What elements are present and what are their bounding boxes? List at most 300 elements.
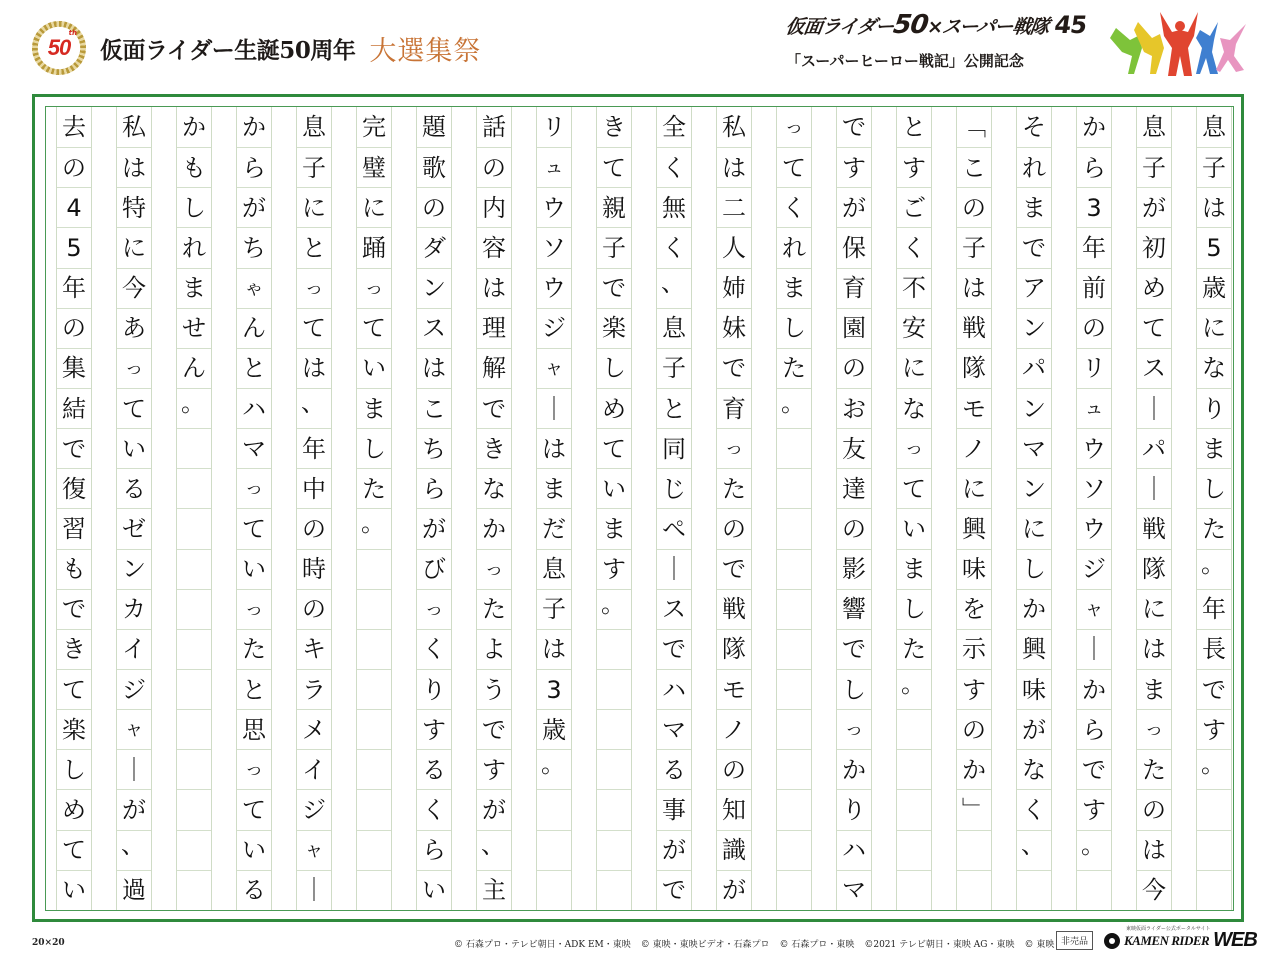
manuscript-cell: [1017, 870, 1051, 910]
manuscript-cell: ソ: [1077, 468, 1111, 508]
manuscript-cell: が: [717, 870, 751, 910]
manuscript-cell: か: [182, 113, 206, 142]
manuscript-cell: ャ: [537, 348, 571, 388]
manuscript-column: [116, 107, 152, 910]
manuscript-cell: で: [597, 268, 631, 308]
manuscript-cell: ｜: [297, 870, 331, 910]
manuscript-cell: く: [417, 629, 451, 669]
manuscript-cell: 姉: [717, 268, 751, 308]
manuscript-column: [476, 107, 512, 910]
manuscript-cell: 。: [537, 749, 571, 789]
manuscript-cell: な: [1017, 749, 1051, 789]
manuscript-cell: 興: [1017, 629, 1051, 669]
manuscript-cell: ャ: [117, 709, 151, 749]
manuscript-cell: 、: [297, 388, 331, 428]
manuscript-column: [56, 107, 92, 910]
manuscript-cell: 安: [897, 308, 931, 348]
manuscript-cell: ら: [237, 147, 271, 187]
manuscript-cell: 不: [897, 268, 931, 308]
manuscript-cell: は: [417, 348, 451, 388]
manuscript-cell: ら: [1077, 709, 1111, 749]
manuscript-column: [416, 107, 452, 910]
manuscript-cell: た: [357, 468, 391, 508]
manuscript-cell: し: [597, 348, 631, 388]
manuscript-cell: っ: [1137, 709, 1171, 749]
manuscript-cell: た: [777, 348, 811, 388]
manuscript-cell: 事: [657, 789, 691, 829]
manuscript-cell: ま: [357, 388, 391, 428]
manuscript-cell: 集: [57, 348, 91, 388]
manuscript-cell: て: [597, 428, 631, 468]
column-gap: [272, 107, 296, 910]
manuscript-cell: 子: [1137, 147, 1171, 187]
column-gap: [1052, 107, 1076, 910]
manuscript-cell: は: [477, 268, 511, 308]
manuscript-cell: 二: [717, 187, 751, 227]
manuscript-cell: す: [837, 147, 871, 187]
manuscript-cell: 内: [477, 187, 511, 227]
manuscript-cell: 過: [117, 870, 151, 910]
manuscript-cell: 話: [482, 113, 506, 142]
manuscript-cell: [537, 870, 571, 910]
manuscript-cell: に: [1017, 508, 1051, 548]
manuscript-cell: 5: [57, 227, 91, 267]
copyright-4: ©2021 テレビ朝日・東映 AG・東映: [864, 940, 1015, 950]
manuscript-cell: か: [477, 508, 511, 548]
manuscript-cell: は: [537, 629, 571, 669]
column-gap: [992, 107, 1016, 910]
manuscript-cell: モ: [957, 388, 991, 428]
manuscript-cell: ｜: [1137, 388, 1171, 428]
manuscript-cell: を: [957, 589, 991, 629]
manuscript-cell: ダ: [417, 227, 451, 267]
manuscript-cell: し: [1017, 549, 1051, 589]
manuscript-cell: っ: [237, 589, 271, 629]
manuscript-cell: 理: [477, 308, 511, 348]
manuscript-cell: 主: [477, 870, 511, 910]
manuscript-cell: 歳: [537, 709, 571, 749]
manuscript-cell: [777, 549, 811, 589]
manuscript-column: [1136, 107, 1172, 910]
manuscript-cell: に: [297, 187, 331, 227]
manuscript-cell: ま: [777, 268, 811, 308]
manuscript-cell: 。: [1197, 749, 1231, 789]
manuscript-column: [1196, 107, 1232, 910]
manuscript-cell: [177, 629, 211, 669]
manuscript-cell: っ: [237, 468, 271, 508]
manuscript-cell: の: [837, 348, 871, 388]
manuscript-cell: く: [777, 187, 811, 227]
manuscript-cell: ハ: [657, 669, 691, 709]
manuscript-column: [296, 107, 332, 910]
manuscript-cell: ま: [1137, 669, 1171, 709]
manuscript-cell: か: [1082, 113, 1106, 142]
manuscript-cell: [357, 749, 391, 789]
manuscript-cell: 璧: [357, 147, 391, 187]
manuscript-cell: イ: [117, 629, 151, 669]
manuscript-cell: て: [357, 308, 391, 348]
manuscript-cell: っ: [357, 268, 391, 308]
manuscript-grid: [56, 107, 1232, 910]
collab-50: 50: [891, 10, 930, 40]
manuscript-cell: [897, 870, 931, 910]
manuscript-cell: て: [237, 508, 271, 548]
manuscript-cell: 息: [537, 549, 571, 589]
manuscript-cell: [177, 789, 211, 829]
manuscript-cell: で: [1197, 669, 1231, 709]
manuscript-cell: う: [477, 669, 511, 709]
manuscript-cell: [357, 830, 391, 870]
manuscript-cell: て: [897, 468, 931, 508]
manuscript-cell: 育: [717, 388, 751, 428]
manuscript-column: [176, 107, 212, 910]
manuscript-cell: 同: [657, 428, 691, 468]
manuscript-cell: 去: [62, 113, 86, 142]
manuscript-cell: い: [597, 468, 631, 508]
manuscript-cell: [957, 870, 991, 910]
manuscript-cell: て: [237, 789, 271, 829]
manuscript-cell: っ: [417, 589, 451, 629]
manuscript-cell: ュ: [1077, 388, 1111, 428]
manuscript-cell: 結: [57, 388, 91, 428]
manuscript-cell: 隊: [1137, 549, 1171, 589]
manuscript-cell: い: [237, 830, 271, 870]
manuscript-cell: 。: [177, 388, 211, 428]
manuscript-cell: 息: [302, 113, 326, 142]
manuscript-cell: 全: [662, 113, 686, 142]
manuscript-cell: 隊: [957, 348, 991, 388]
manuscript-cell: し: [897, 589, 931, 629]
manuscript-cell: 歳: [1197, 268, 1231, 308]
manuscript-cell: 楽: [57, 709, 91, 749]
column-gap: [212, 107, 236, 910]
manuscript-cell: [597, 629, 631, 669]
column-gap: [932, 107, 956, 910]
manuscript-cell: ン: [117, 549, 151, 589]
manuscript-cell: 今: [117, 268, 151, 308]
manuscript-cell: ソ: [537, 227, 571, 267]
column-gap: [692, 107, 716, 910]
manuscript-cell: [777, 709, 811, 749]
manuscript-cell: せ: [177, 308, 211, 348]
manuscript-cell: 子: [657, 348, 691, 388]
manuscript-cell: ス: [1137, 348, 1171, 388]
manuscript-cell: [897, 709, 931, 749]
manuscript-column: [956, 107, 992, 910]
manuscript-cell: 子: [297, 147, 331, 187]
manuscript-cell: 味: [1017, 669, 1051, 709]
manuscript-cell: [597, 749, 631, 789]
manuscript-cell: れ: [1017, 147, 1051, 187]
manuscript-cell: 。: [1077, 830, 1111, 870]
manuscript-cell: ジ: [537, 308, 571, 348]
header-left: [32, 20, 481, 76]
manuscript-cell: メ: [297, 709, 331, 749]
manuscript-cell: 歌: [417, 147, 451, 187]
manuscript-cell: に: [117, 227, 151, 267]
manuscript-cell: [357, 870, 391, 910]
manuscript-cell: し: [837, 669, 871, 709]
manuscript-column: [716, 107, 752, 910]
manuscript-cell: ら: [1077, 147, 1111, 187]
manuscript-cell: 園: [837, 308, 871, 348]
manuscript-cell: [357, 789, 391, 829]
manuscript-cell: よ: [477, 629, 511, 669]
manuscript-cell: て: [117, 388, 151, 428]
manuscript-cell: で: [842, 113, 866, 142]
manuscript-cell: 題: [422, 113, 446, 142]
manuscript-cell: ャ: [1077, 589, 1111, 629]
manuscript-cell: ら: [417, 830, 451, 870]
manuscript-cell: と: [902, 113, 926, 142]
manuscript-cell: ん: [177, 348, 211, 388]
manuscript-cell: て: [1137, 308, 1171, 348]
manuscript-cell: [777, 508, 811, 548]
manuscript-cell: 戦: [957, 308, 991, 348]
anniversary-50th-emblem-icon: [32, 21, 86, 75]
manuscript-cell: ハ: [837, 830, 871, 870]
manuscript-cell: こ: [417, 388, 451, 428]
collab-45: 45: [1052, 11, 1089, 39]
manuscript-cell: い: [897, 508, 931, 548]
column-gap: [812, 107, 836, 910]
manuscript-cell: ラ: [297, 669, 331, 709]
manuscript-cell: め: [1137, 268, 1171, 308]
manuscript-cell: [897, 789, 931, 829]
manuscript-cell: し: [777, 308, 811, 348]
manuscript-cell: 息: [657, 308, 691, 348]
manuscript-cell: ま: [597, 508, 631, 548]
manuscript-cell: 戦: [717, 589, 751, 629]
manuscript-cell: あ: [117, 308, 151, 348]
manuscript-cell: と: [237, 348, 271, 388]
manuscript-cell: く: [897, 227, 931, 267]
manuscript-cell: で: [57, 589, 91, 629]
manuscript-cell: リ: [542, 113, 566, 142]
manuscript-cell: 年: [297, 428, 331, 468]
column-gap: [1172, 107, 1196, 910]
manuscript-cell: き: [57, 629, 91, 669]
manuscript-cell: [177, 468, 211, 508]
manuscript-cell: い: [237, 549, 271, 589]
manuscript-cell: い: [117, 428, 151, 468]
manuscript-cell: [537, 830, 571, 870]
manuscript-cell: て: [777, 147, 811, 187]
manuscript-cell: の: [1077, 308, 1111, 348]
manuscript-cell: 。: [357, 508, 391, 548]
manuscript-cell: 妹: [717, 308, 751, 348]
manuscript-cell: れ: [777, 227, 811, 267]
collab-kamen-rider: 仮面ライダー: [784, 16, 895, 38]
manuscript-cell: っ: [837, 709, 871, 749]
manuscript-cell: ち: [237, 227, 271, 267]
manuscript-cell: ン: [417, 268, 451, 308]
manuscript-cell: [597, 709, 631, 749]
festival-title: 大選集祭: [369, 35, 482, 67]
manuscript-column: [836, 107, 872, 910]
manuscript-cell: の: [297, 508, 331, 548]
manuscript-cell: と: [297, 227, 331, 267]
manuscript-cell: [777, 428, 811, 468]
manuscript-cell: に: [957, 468, 991, 508]
manuscript-cell: 容: [477, 227, 511, 267]
manuscript-cell: 年: [1197, 589, 1231, 629]
manuscript-cell: [357, 549, 391, 589]
manuscript-cell: ス: [417, 308, 451, 348]
copyright-1: © 石森プロ・テレビ朝日・ADK EM・東映: [454, 940, 631, 950]
manuscript-cell: [777, 830, 811, 870]
manuscript-cell: [897, 749, 931, 789]
copyright-2: © 東映・東映ビデオ・石森プロ: [640, 940, 770, 950]
copyright-notices: [454, 937, 1054, 950]
manuscript-cell: が: [1017, 709, 1051, 749]
manuscript-cell: 隊: [717, 629, 751, 669]
manuscript-cell: ジ: [117, 669, 151, 709]
rider-emblem-icon: [1104, 933, 1120, 949]
manuscript-cell: る: [237, 870, 271, 910]
manuscript-cell: [177, 709, 211, 749]
manuscript-cell: [177, 428, 211, 468]
manuscript-cell: ュ: [537, 147, 571, 187]
manuscript-cell: キ: [297, 629, 331, 669]
column-gap: [572, 107, 596, 910]
manuscript-cell: モ: [717, 669, 751, 709]
manuscript-cell: [177, 870, 211, 910]
manuscript-cell: い: [417, 870, 451, 910]
manuscript-cell: く: [417, 789, 451, 829]
manuscript-cell: 楽: [597, 308, 631, 348]
manuscript-cell: [177, 669, 211, 709]
manuscript-cell: き: [602, 113, 626, 142]
manuscript-cell: っ: [297, 268, 331, 308]
manuscript-cell: 、: [117, 830, 151, 870]
manuscript-cell: 保: [837, 227, 871, 267]
manuscript-cell: [777, 669, 811, 709]
manuscript-cell: じ: [657, 468, 691, 508]
manuscript-cell: ゼ: [117, 508, 151, 548]
column-gap: [752, 107, 776, 910]
manuscript-cell: 子: [537, 589, 571, 629]
manuscript-cell: ｜: [1137, 468, 1171, 508]
manuscript-cell: し: [357, 428, 391, 468]
manuscript-cell: く: [1017, 789, 1051, 829]
manuscript-cell: ん: [237, 308, 271, 348]
manuscript-cell: ｜: [117, 749, 151, 789]
column-gap: [452, 107, 476, 910]
manuscript-cell: っ: [717, 428, 751, 468]
copyright-5: © 東映: [1024, 940, 1055, 950]
manuscript-cell: [777, 870, 811, 910]
manuscript-cell: に: [1197, 308, 1231, 348]
manuscript-cell: [1197, 870, 1231, 910]
manuscript-cell: て: [597, 147, 631, 187]
manuscript-cell: ウ: [537, 268, 571, 308]
manuscript-cell: に: [357, 187, 391, 227]
manuscript-cell: 友: [837, 428, 871, 468]
collab-logo: [784, 10, 1118, 40]
manuscript-cell: 今: [1137, 870, 1171, 910]
manuscript-cell: カ: [117, 589, 151, 629]
manuscript-cell: ま: [1017, 187, 1051, 227]
manuscript-cell: に: [897, 348, 931, 388]
manuscript-cell: 子: [1197, 147, 1231, 187]
manuscript-cell: か: [957, 749, 991, 789]
manuscript-cell: れ: [177, 227, 211, 267]
manuscript-cell: ハ: [237, 388, 271, 428]
manuscript-cell: の: [717, 749, 751, 789]
manuscript-cell: [597, 669, 631, 709]
manuscript-cell: た: [717, 468, 751, 508]
manuscript-cell: 。: [777, 388, 811, 428]
manuscript-cell: は: [1137, 629, 1171, 669]
manuscript-cell: っ: [784, 115, 804, 138]
manuscript-cell: 踊: [357, 227, 391, 267]
column-gap: [392, 107, 416, 910]
manuscript-cell: く: [657, 147, 691, 187]
manuscript-column: [1076, 107, 1112, 910]
manuscript-cell: た: [237, 629, 271, 669]
site-name: KAMEN RIDER: [1124, 932, 1210, 948]
column-gap: [92, 107, 116, 910]
header-right: [786, 10, 1116, 71]
manuscript-cell: は: [537, 428, 571, 468]
manuscript-cell: お: [837, 388, 871, 428]
manuscript-cell: ウ: [1077, 508, 1111, 548]
manuscript-cell: 味: [957, 549, 991, 589]
manuscript-cell: [777, 749, 811, 789]
manuscript-cell: マ: [657, 709, 691, 749]
manuscript-cell: き: [477, 428, 511, 468]
manuscript-cell: ア: [1017, 268, 1051, 308]
manuscript-cell: の: [717, 508, 751, 548]
manuscript-cell: 、: [1017, 830, 1051, 870]
manuscript-cell: し: [177, 187, 211, 227]
manuscript-cell: ﹁: [962, 113, 986, 142]
manuscript-cell: か: [242, 113, 266, 142]
manuscript-cell: り: [837, 789, 871, 829]
manuscript-cell: ン: [1017, 468, 1051, 508]
manuscript-cell: 息: [1142, 113, 1166, 142]
manuscript-cell: な: [477, 468, 511, 508]
manuscript-cell: た: [1137, 749, 1171, 789]
column-gap: [872, 107, 896, 910]
manuscript-cell: い: [357, 348, 391, 388]
manuscript-cell: [597, 870, 631, 910]
manuscript-cell: 親: [597, 187, 631, 227]
manuscript-cell: で: [57, 428, 91, 468]
manuscript-cell: 4: [57, 187, 91, 227]
manuscript-cell: [357, 709, 391, 749]
manuscript-cell: [1197, 789, 1231, 829]
manuscript-cell: [357, 589, 391, 629]
manuscript-cell: ま: [1197, 428, 1231, 468]
manuscript-cell: [597, 789, 631, 829]
hero-pink: [1216, 24, 1246, 72]
manuscript-cell: か: [1077, 669, 1111, 709]
manuscript-cell: 特: [117, 187, 151, 227]
manuscript-cell: め: [597, 388, 631, 428]
manuscript-cell: し: [57, 749, 91, 789]
manuscript-cell: そ: [1022, 113, 1046, 142]
manuscript-cell: 、: [477, 830, 511, 870]
manuscript-cell: っ: [897, 428, 931, 468]
manuscript-cell: か: [837, 749, 871, 789]
manuscript-cell: す: [1077, 789, 1111, 829]
manuscript-cell: め: [57, 789, 91, 829]
heroes-silhouette-icon: [1108, 8, 1250, 78]
manuscript-column: [656, 107, 692, 910]
manuscript-cell: は: [717, 147, 751, 187]
